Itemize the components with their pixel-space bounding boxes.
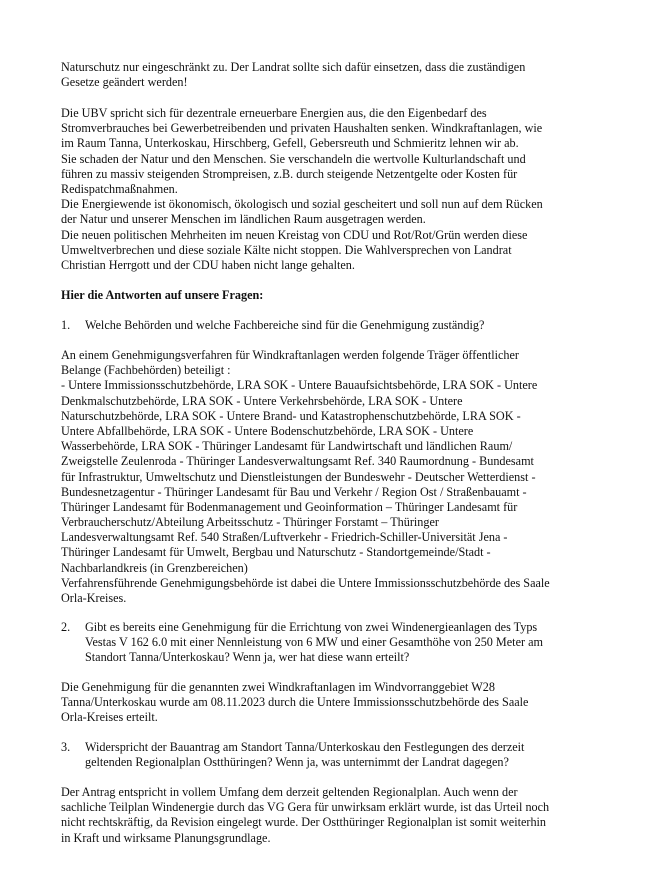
text-line: Wasserbehörde, LRA SOK - Thüringer Landesamt für Landwirtschaft und ländlichen Raum/ — [61, 439, 513, 454]
question-text: Welche Behörden und welche Fachbereiche sind für die Genehmigung zuständig? — [85, 318, 485, 332]
text-line: Die Energiewende ist ökonomisch, ökologisch und sozial gescheitert und soll nun auf dem Rücken — [61, 197, 543, 212]
paragraph-ubv-position — [61, 106, 591, 273]
question-number: 2. — [61, 620, 71, 634]
text-line: im Raum Tanna, Unterkoskau, Hirschberg, Gefell, Gebersreuth und Schmieritz lehnen wir ab. — [61, 136, 519, 151]
text-line: führen zu massiv steigenden Strompreisen, z.B. durch steigende Netzentgelte oder Kosten für — [61, 166, 518, 181]
text-line: An einem Genehmigungsverfahren für Windkraftanlagen werden folgende Träger öffentlicher — [61, 348, 519, 362]
text-line: Verbraucherschutz/Abteilung Arbeitsschutz - Thüringer Forstamt – Thüringer — [61, 515, 439, 530]
text-line: Untere Abfallbehörde, LRA SOK - Untere Bodenschutzbehörde, LRA SOK - Untere — [61, 423, 474, 438]
text-line: Stromverbrauches bei Gewerbetreibenden und privaten Haushalten senken. Windkraftanlagen, wie — [61, 121, 543, 136]
question-line — [61, 318, 591, 333]
heading-answers: Hier die Antworten auf unsere Fragen: — [61, 288, 264, 302]
text-line: Umweltverbrechen und diese soziale Kälte nicht stoppen. Die Wahlversprechen von Landrat — [61, 242, 512, 257]
text-line: Orla-Kreises. — [61, 591, 127, 605]
text-line: Thüringer Landesamt für Umwelt, Bergbau und Naturschutz - Standortgemeinde/Stadt - — [61, 545, 491, 560]
text-line: Verfahrensführende Genehmigungsbehörde ist dabei die Untere Immissionsschutzbehörde des Saale — [61, 575, 550, 590]
section-heading — [61, 288, 591, 303]
question-3 — [61, 740, 591, 770]
text-line: nicht rechtskräftig, da Revision eingelegt wurde. Der Ostthüringer Regionalplan ist somit weiterhin — [61, 815, 547, 830]
text-line: Der Antrag entspricht in vollem Umfang dem derzeit geltenden Regionalplan. Auch wenn der — [61, 785, 518, 799]
text-line: Naturschutz nur eingeschränkt zu. Der Landrat sollte sich dafür einsetzen, dass die zuständigen — [61, 60, 526, 74]
text-line: in Kraft und wirksame Planungsgrundlage. — [61, 830, 271, 845]
text-line: Gesetze geändert werden! — [61, 75, 188, 90]
question-2 — [61, 620, 591, 666]
text-line: Thüringer Landesamt für Bodenmanagement und Geoinformation – Thüringer Landesamt für — [61, 499, 518, 514]
text-line: Bundesnetzagentur - Thüringer Landesamt für Bau und Verkehr / Region Ost / Straßenbauamt - — [61, 484, 527, 499]
text-line: sachliche Teilplan Windenergie durch das VG Gera für unwirksam erklärt wurde, ist das Urteil noch — [61, 800, 550, 815]
question-line — [61, 620, 591, 635]
text-line: Sie schaden der Natur und den Menschen. Sie verschandeln die wertvolle Kulturlandschaft und — [61, 151, 526, 166]
text-line: für Infrastruktur, Umweltschutz und Dienstleistungen der Bundeswehr - Deutscher Wetterdienst - — [61, 469, 536, 484]
question-text: Vestas V 162 6.0 mit einer Nennleistung von 6 MW und einer Gesamthöhe von 250 Meter am — [85, 635, 543, 650]
answer-1 — [61, 348, 591, 606]
paragraph-intro-end — [61, 60, 591, 90]
text-line: Orla-Kreises erteilt. — [61, 710, 158, 725]
question-text: Gibt es bereits eine Genehmigung für die Errichtung von zwei Windenergieanlagen des Typs — [85, 620, 538, 634]
text-line: - Untere Immissionsschutzbehörde, LRA SOK - Untere Bauaufsichtsbehörde, LRA SOK - Untere — [61, 378, 538, 393]
text-line: Zweigstelle Zeulenroda - Thüringer Landesverwaltungsamt Ref. 340 Raumordnung - Bundesamt — [61, 454, 534, 469]
text-line: Landesverwaltungsamt Ref. 540 Straßen/Luftverkehr - Friedrich-Schiller-Universität Jena - — [61, 530, 508, 545]
text-line: Redispatchmaßnahmen. — [61, 181, 178, 196]
question-text: Widerspricht der Bauantrag am Standort Tanna/Unterkoskau den Festlegungen des derzeit — [85, 740, 525, 754]
answer-3 — [61, 785, 591, 846]
answer-2 — [61, 680, 591, 726]
text-line: Nachbarlandkreis (in Grenzbereichen) — [61, 560, 248, 575]
text-line: Christian Herrgott und der CDU haben nicht lange gehalten. — [61, 257, 355, 272]
question-number: 3. — [61, 740, 71, 754]
text-line: Die neuen politischen Mehrheiten im neuen Kreistag von CDU und Rot/Rot/Grün werden diese — [61, 227, 528, 242]
text-line: Die Genehmigung für die genannten zwei Windkraftanlagen im Windvorranggebiet W28 — [61, 680, 495, 694]
question-line — [61, 740, 591, 755]
question-text: geltenden Regionalplan Ostthüringen? Wenn ja, was unternimmt der Landrat dagegen? — [85, 755, 509, 770]
question-text: Standort Tanna/Unterkoskau? Wenn ja, wer hat diese wann erteilt? — [85, 650, 410, 665]
text-line: Die UBV spricht sich für dezentrale erneuerbare Energien aus, die den Eigenbedarf des — [61, 106, 487, 120]
question-number: 1. — [61, 318, 71, 332]
text-line: Naturschutzbehörde, LRA SOK - Untere Brand- und Katastrophenschutzbehörde, LRA SOK - — [61, 408, 521, 423]
text-line: Tanna/Unterkoskau wurde am 08.11.2023 durch die Untere Immissionsschutzbehörde des Saale — [61, 695, 529, 710]
text-line: der Natur und unserer Menschen im ländlichen Raum ausgetragen werden. — [61, 212, 426, 227]
text-line: Denkmalschutzbehörde, LRA SOK - Untere Verkehrsbehörde, LRA SOK - Untere — [61, 393, 463, 408]
question-1 — [61, 318, 591, 333]
text-line: Belange (Fachbehörden) beteiligt : — [61, 363, 231, 378]
